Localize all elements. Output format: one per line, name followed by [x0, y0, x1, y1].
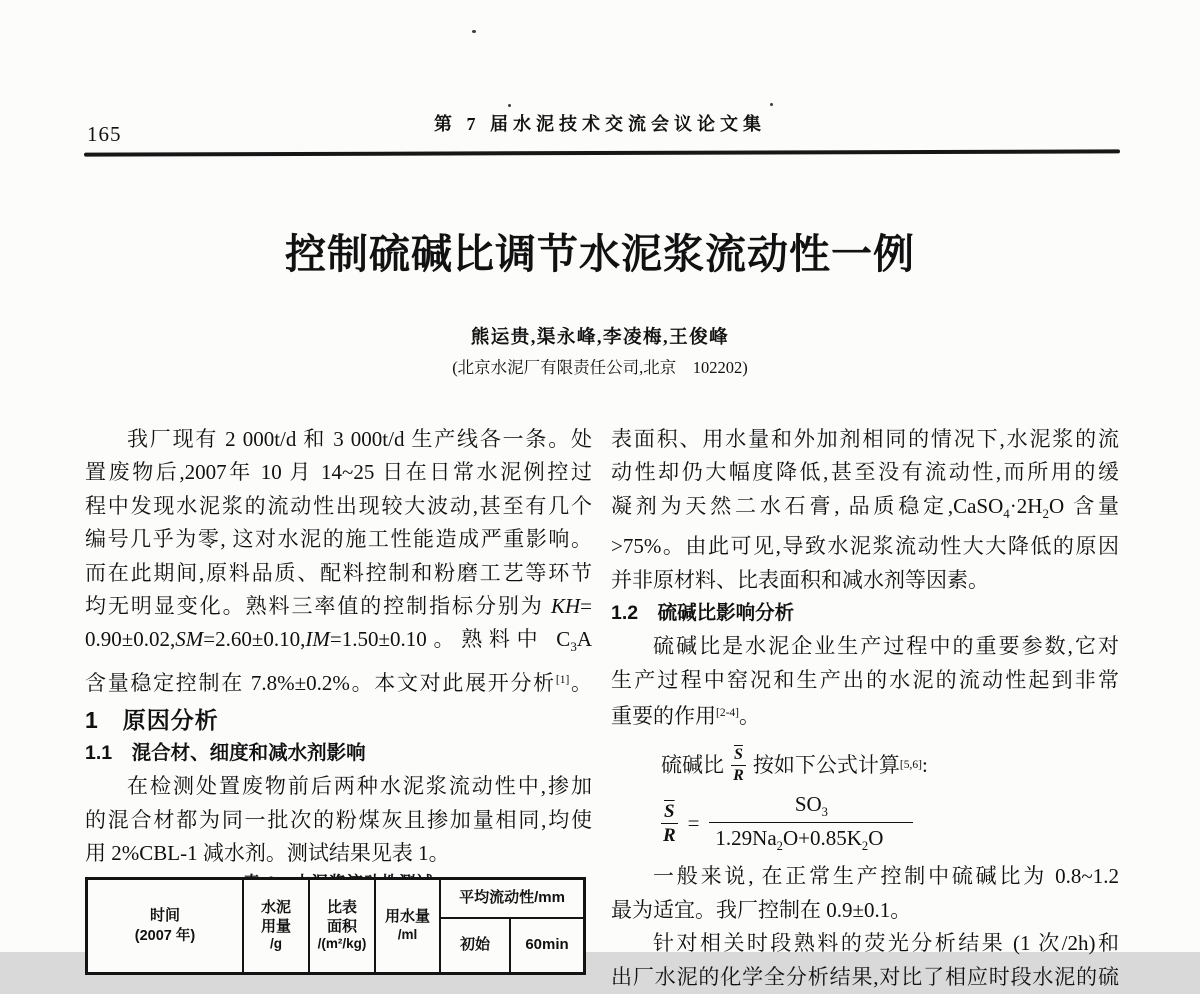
- text-run: 均无明显变化。熟料三率值的控制指标分别为: [85, 594, 551, 619]
- fraction-denominator: [709, 823, 913, 856]
- body-line: [85, 664, 592, 700]
- text-run: 。: [569, 671, 592, 696]
- text-run: 。: [739, 704, 760, 729]
- equals-sign: =: [687, 810, 700, 835]
- header-text: 面积: [326, 917, 357, 935]
- unit-text: /(m²/kg): [317, 936, 367, 952]
- fraction-denominator: R: [733, 766, 744, 784]
- table-header-cell-water: [376, 880, 441, 972]
- text-run: =: [580, 594, 592, 619]
- table-header-cell-60min: 60min: [525, 936, 569, 954]
- body-line: [85, 623, 592, 664]
- clipped-text-line: 出厂水泥的化学全分析结果,对比了相应时段水泥的硫: [611, 964, 1119, 989]
- body-line: 生产过程中窑况和生产出的水泥的流动性起到非常: [611, 667, 1119, 692]
- table-header-cell-time: [88, 880, 244, 972]
- text-run: 0.90±0.02,: [85, 627, 176, 652]
- variable-italic: IM: [305, 627, 330, 652]
- header-subtext: (2007 年): [134, 928, 196, 945]
- body-line: 的混合材都为同一批次的粉煤灰且掺加量相同,均使: [85, 807, 592, 832]
- table-header-cell-area: [310, 880, 376, 972]
- text-run: 1.29Na: [715, 826, 777, 851]
- body-line: 编号几乎为零, 这对水泥的施工性能造成严重影响。: [85, 527, 592, 552]
- body-line: 而在此期间,原料品质、配料控制和粉磨工艺等环节: [85, 560, 592, 585]
- text-run: 重要的作用: [611, 704, 716, 729]
- body-line: [85, 590, 592, 623]
- table-header-cell-flow: 平均流动性/mm: [441, 880, 583, 919]
- text-run: :: [921, 752, 928, 777]
- text-run: =1.50±0.10。熟料中 C: [329, 627, 571, 652]
- table-header-cell-cement: [244, 880, 310, 972]
- scan-speck: [472, 30, 476, 33]
- subscript: 3: [821, 804, 828, 819]
- variable-italic: SM: [175, 627, 204, 652]
- scan-speck: [770, 103, 773, 106]
- journal-header: 第 7 届水泥技术交流会议论文集: [434, 114, 766, 134]
- subscript: 3: [570, 639, 577, 655]
- fraction-so3-ratio: [709, 791, 913, 857]
- subscript: 4: [1003, 506, 1010, 521]
- data-table: [85, 877, 586, 975]
- body-line: 表面积、用水量和外加剂相同的情况下,水泥浆的流: [611, 427, 1119, 451]
- header-text: 用水量: [384, 908, 430, 926]
- reference-marker: [5,6]: [899, 758, 922, 771]
- right-column: [611, 423, 1119, 994]
- body-line: 硫碱比是水泥企业生产过程中的重要参数,它对: [653, 634, 1119, 659]
- header-text: 时间: [149, 906, 180, 924]
- text-run: 凝剂为天然二水石膏, 品质稳定,CaSO: [611, 493, 1004, 518]
- text-run: O 含量: [1048, 493, 1120, 518]
- unit-text: /g: [270, 936, 282, 952]
- subscript: 2: [776, 839, 783, 854]
- display-formula: [661, 791, 1119, 854]
- body-line: 在检测处置废物前后两种水泥浆流动性中,掺加: [127, 774, 592, 799]
- body-line: 最为适宜。我厂控制在 0.9±0.1。: [611, 897, 912, 922]
- text-run: A: [576, 627, 592, 652]
- subsection-heading: 1.1 混合材、细度和减水剂影响: [85, 742, 366, 765]
- text-run: 含量稳定控制在 7.8%±0.2%。本文对此展开分析: [85, 671, 556, 696]
- variable-italic: KH: [550, 594, 581, 619]
- inline-fraction-s-over-r: [731, 746, 746, 785]
- fraction-s-over-r: [661, 801, 678, 847]
- s-bar-symbol: $\overline{S}$: [734, 746, 743, 764]
- body-line: 我厂现有 2 000t/d 和 3 000t/d 生产线各一条。处: [127, 427, 592, 451]
- text-run: SO: [794, 791, 822, 816]
- body-line: 一般来说, 在正常生产控制中硫碱比为 0.8~1.2: [653, 864, 1119, 889]
- header-text: 比表: [326, 898, 357, 916]
- body-line: >75%。由此可见,导致水泥浆流动性大大降低的原因: [611, 534, 1119, 559]
- scan-speck: [508, 104, 511, 107]
- affiliation: (北京水泥厂有限责任公司,北京 102202): [452, 358, 748, 377]
- body-line: 用 2%CBL-1 减水剂。测试结果见表 1。: [85, 841, 450, 866]
- table-header-cell-initial: 初始: [441, 919, 511, 972]
- fraction-numerator: [731, 746, 746, 766]
- unit-text: /ml: [397, 926, 418, 942]
- text-run: O+0.85K: [782, 826, 862, 851]
- fraction-denominator: R: [662, 824, 676, 846]
- s-bar-symbol: $\overline{S}$: [664, 800, 675, 822]
- body-line: 动性却仍大幅度降低,甚至没有流动性,而所用的缓: [611, 460, 1119, 485]
- header-rule: [84, 149, 1120, 156]
- text-run: 按如下公式计算: [752, 752, 900, 777]
- subsection-heading: 1.2 硫碱比影响分析: [611, 602, 795, 625]
- header-text: 用量: [260, 917, 291, 935]
- paper-title: 控制硫碱比调节水泥浆流动性一例: [285, 231, 915, 277]
- formula-intro-line: [661, 738, 1119, 792]
- left-column: [85, 423, 592, 895]
- section-heading: 1 原因分析: [85, 707, 219, 734]
- subscript: 2: [861, 839, 869, 854]
- body-line: 置废物后,2007年 10 月 14~25 日在日常水泥例控过: [85, 460, 592, 485]
- body-line: 并非原材料、比表面积和减水剂等因素。: [611, 567, 989, 592]
- fraction-numerator: [709, 791, 913, 824]
- body-line: 针对相关时段熟料的荧光分析结果 (1 次/2h)和: [653, 931, 1119, 956]
- subscript: 2: [1042, 506, 1049, 521]
- text-run: O: [868, 826, 884, 851]
- text-run: ·2H: [1009, 493, 1043, 518]
- fraction-numerator: [661, 801, 678, 824]
- text-run: =2.60±0.10,: [203, 627, 306, 652]
- reference-marker: [2-4]: [716, 707, 739, 720]
- reference-marker: [1]: [555, 674, 570, 687]
- body-line: [611, 490, 1119, 531]
- header-text: 水泥: [260, 898, 291, 916]
- body-line: 程中发现水泥浆的流动性出现较大波动,甚至有几个: [85, 493, 592, 518]
- text-run: 硫碱比: [661, 752, 724, 777]
- body-line: [611, 697, 1119, 733]
- authors-line: 熊运贵,渠永峰,李凌梅,王俊峰: [470, 328, 730, 348]
- page-number: 165: [87, 122, 122, 146]
